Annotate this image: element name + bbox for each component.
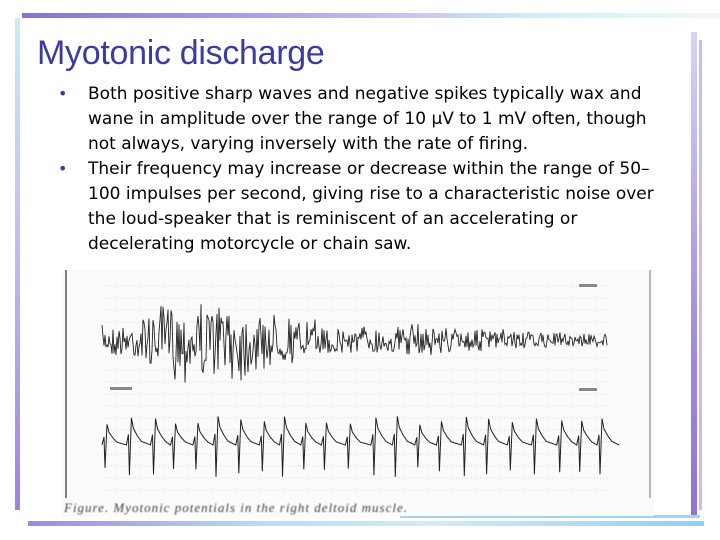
figure-caption: Figure. Myotonic potentials in the right deltoid muscle.	[64, 500, 408, 515]
bullet-item	[58, 157, 678, 257]
scale-marker-lower-right	[579, 388, 597, 391]
decorative-left-bar	[15, 18, 20, 510]
bullet-list	[58, 82, 678, 257]
decorative-bottom-bar	[28, 521, 704, 526]
recording-grid	[102, 286, 607, 490]
emg-trace-image	[62, 270, 654, 516]
emg-trace-upper	[102, 304, 607, 382]
bullet-item	[58, 82, 678, 157]
bullet-marker: •	[58, 159, 68, 178]
scale-marker-upper	[579, 284, 597, 287]
decorative-right-bar	[691, 32, 697, 518]
bullet-text: Both positive sharp waves and negative spikes typically wax and wane in amplitude over the range of 10 µV to 1 mV often, though not always, varying inversely with the rate of firing.	[88, 84, 647, 154]
decorative-right-bar-thin	[699, 40, 702, 510]
decorative-top-bar	[22, 13, 720, 18]
slide-title: Myotonic discharge	[37, 34, 325, 72]
scale-marker-lower	[110, 387, 132, 390]
emg-figure	[62, 270, 654, 516]
bullet-text: Their frequency may increase or decrease within the range of 50–100 impulses per second, giving rise to a characteristic noise over the loud-speaker that is reminiscent of an accelerating or decelerating motorcycle or chain saw.	[88, 159, 654, 254]
emg-trace-lower	[102, 416, 619, 477]
bullet-marker: •	[58, 84, 68, 103]
